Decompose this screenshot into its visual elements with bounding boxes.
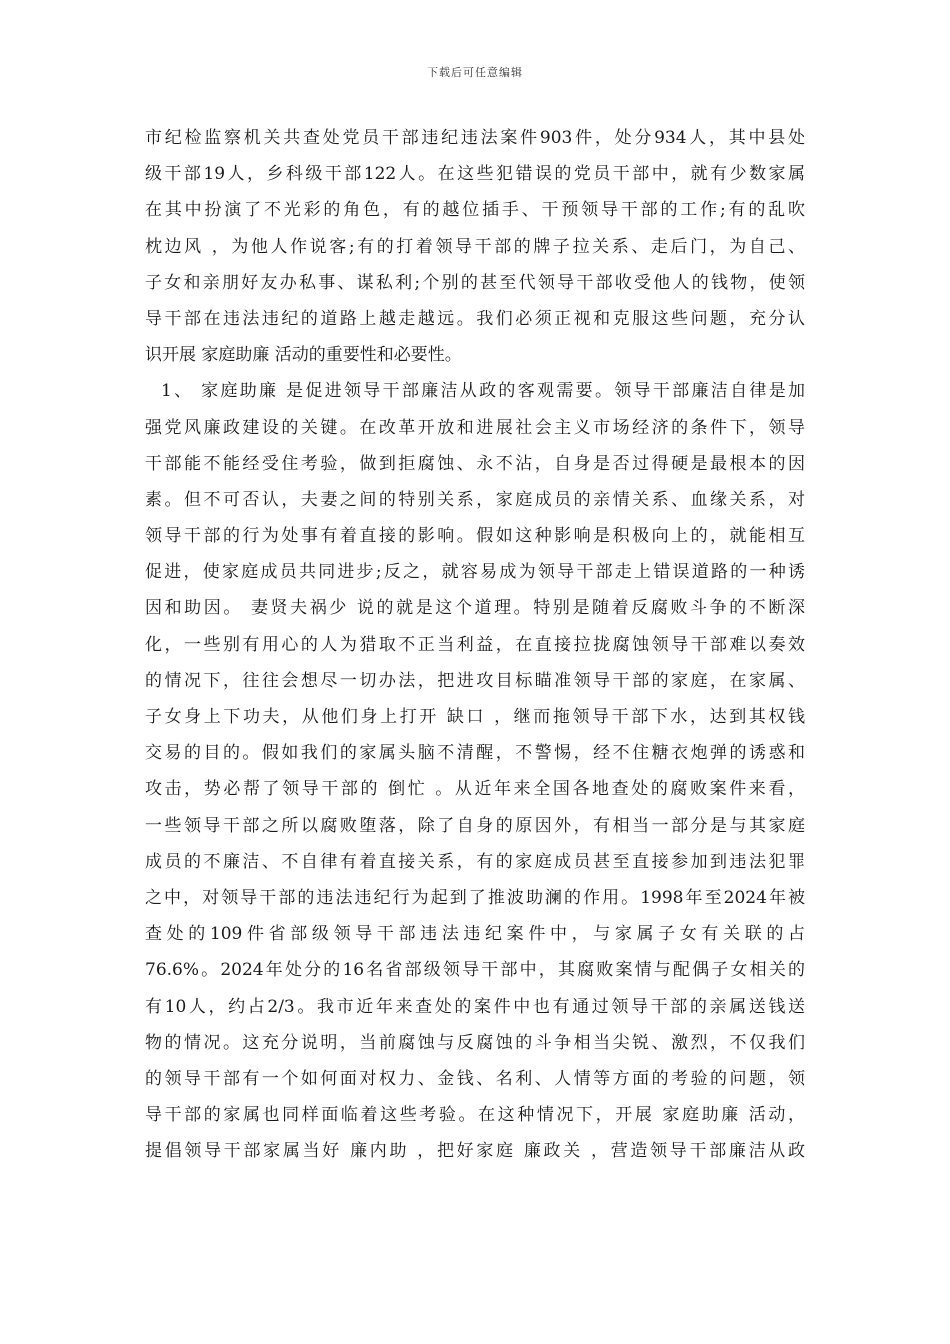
- text-line: 交易的目的。假如我们的家属头脑不清醒，不警惕，经不住糖衣炮弹的诱惑和: [145, 743, 805, 764]
- text-line: 攻击，势必帮了领导干部的 倒忙 。从近年来全国各地查处的腐败案件来看，: [145, 779, 805, 800]
- text-line: 76.6%。2024年处分的16名省部级领导干部中，其腐败案情与配偶子女相关的: [145, 960, 805, 981]
- text-line: 子女和亲朋好友办私事、谋私利;个别的甚至代领导干部收受他人的钱物，使领: [145, 272, 805, 293]
- text-line: 强党风廉政建设的关键。在改革开放和进展社会主义市场经济的条件下，领导: [145, 417, 805, 438]
- text-line: 识开展 家庭助廉 活动的重要性和必要性。: [145, 345, 462, 366]
- text-line: 枕边风 ，为他人作说客;有的打着领导干部的牌子拉关系、走后门，为自己、: [145, 236, 805, 257]
- text-line: 之中，对领导干部的违法违纪行为起到了推波助澜的作用。1998年至2024年被: [145, 887, 805, 908]
- text-line: 素。但不可否认，夫妻之间的特别关系，家庭成员的亲情关系、血缘关系，对: [145, 489, 805, 510]
- document-body: [145, 120, 805, 1169]
- text-line: 的领导干部有一个如何面对权力、金钱、名利、人情等方面的考验的问题，领: [145, 1068, 805, 1089]
- text-line: 因和助因。 妻贤夫祸少 说的就是这个道理。特别是随着反腐败斗争的不断深: [145, 598, 805, 619]
- text-line: 提倡领导干部家属当好 廉内助 ，把好家庭 廉政关 ，营造领导干部廉洁从政: [145, 1141, 805, 1162]
- text-line: 领导干部的行为处事有着直接的影响。假如这种影响是积极向上的，就能相互: [145, 526, 805, 547]
- text-line: 物的情况。这充分说明，当前腐蚀与反腐蚀的斗争相当尖锐、激烈，不仅我们: [145, 1032, 805, 1053]
- page-header: 下载后可任意编辑: [427, 66, 523, 79]
- text-line: 干部能不能经受住考验，做到拒腐蚀、永不沾，自身是否过得硬是最根本的因: [145, 453, 805, 474]
- text-line: 化，一些别有用心的人为猎取不正当利益，在直接拉拢腐蚀领导干部难以奏效: [145, 634, 805, 655]
- text-line: 一些领导干部之所以腐败堕落，除了自身的原因外，有相当一部分是与其家庭: [145, 815, 805, 836]
- text-line: 有10人，约占2/3。我市近年来查处的案件中也有通过领导干部的亲属送钱送: [145, 996, 805, 1017]
- text-line: 在其中扮演了不光彩的角色，有的越位插手、干预领导干部的工作;有的乱吹: [145, 200, 805, 221]
- text-line: 1、 家庭助廉 是促进领导干部廉洁从政的客观需要。领导干部廉洁自律是加: [161, 381, 805, 402]
- text-line: 导干部在违法违纪的道路上越走越远。我们必须正视和克服这些问题，充分认: [145, 308, 805, 329]
- text-line: 查处的109件省部级领导干部违法违纪案件中，与家属子女有关联的占: [145, 924, 805, 945]
- text-line: 促进，使家庭成员共同进步;反之，就容易成为领导干部走上错误道路的一种诱: [145, 562, 805, 583]
- text-line: 成员的不廉洁、不自律有着直接关系，有的家庭成员甚至直接参加到违法犯罪: [145, 851, 805, 872]
- text-line: 的情况下，往往会想尽一切办法，把进攻目标瞄准领导干部的家庭，在家属、: [145, 670, 805, 691]
- text-line: 级干部19人，乡科级干部122人。在这些犯错误的党员干部中，就有少数家属: [145, 164, 805, 185]
- text-line: 导干部的家属也同样面临着这些考验。在这种情况下，开展 家庭助廉 活动，: [145, 1105, 805, 1126]
- text-line: 市纪检监察机关共查处党员干部违纪违法案件903件，处分934人，其中县处: [145, 128, 805, 148]
- text-line: 子女身上下功夫，从他们身上打开 缺口 ，继而拖领导干部下水，达到其权钱: [145, 707, 805, 727]
